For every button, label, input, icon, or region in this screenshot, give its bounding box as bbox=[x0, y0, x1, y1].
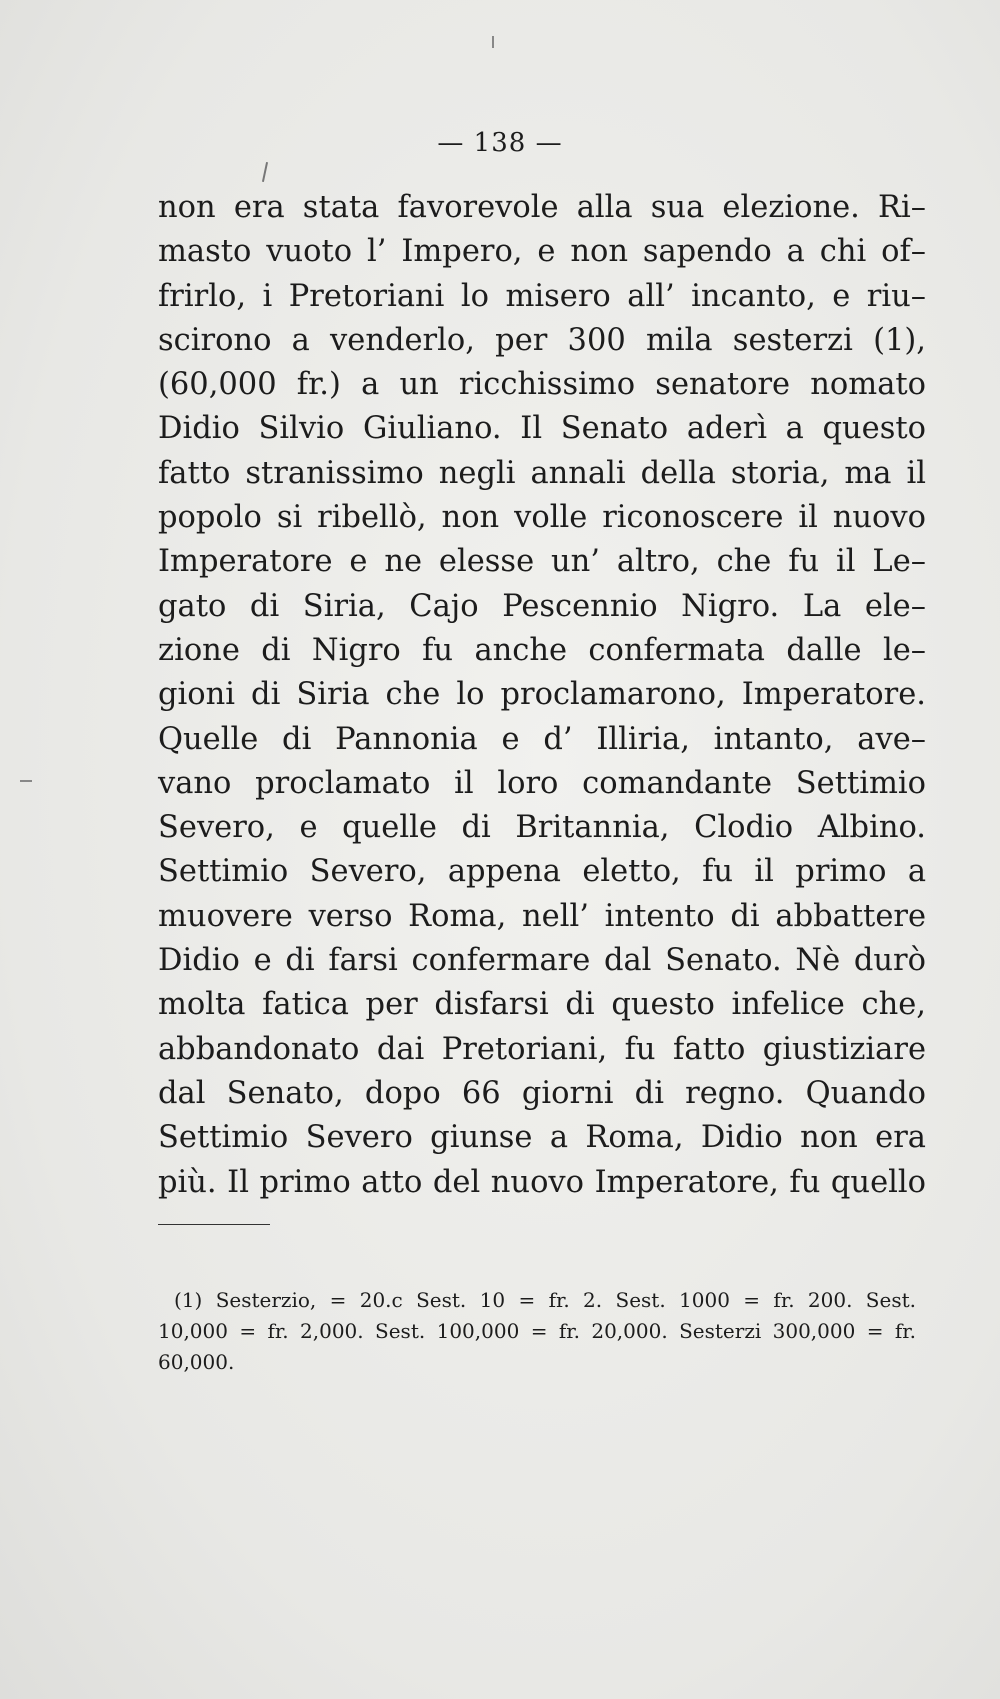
text-line: più. Il primo atto del nuovo Imperatore, fu quello bbox=[158, 1164, 926, 1200]
text-line: gioni di Siria che lo proclamarono, Imperatore. bbox=[158, 677, 926, 713]
text-line: molta fatica per disfarsi di questo infelice che, bbox=[158, 987, 926, 1023]
footnote bbox=[158, 1285, 916, 1378]
text-line: Settimio Severo, appena eletto, fu il primo a bbox=[158, 854, 926, 890]
text-line: Settimio Severo giunse a Roma, Didio non era bbox=[158, 1120, 926, 1156]
page-number: — 138 — bbox=[437, 128, 563, 158]
text-line: Severo, e quelle di Britannia, Clodio Albino. bbox=[158, 810, 926, 846]
text-line: dal Senato, dopo 66 giorni di regno. Quando bbox=[158, 1075, 926, 1111]
footnote-line: 60,000. bbox=[158, 1350, 235, 1374]
text-line: scirono a venderlo, per 300 mila sesterzi (1), bbox=[158, 322, 926, 358]
footnote-line: (1) Sesterzio, = 20.c Sest. 10 = fr. 2. Sest. 1000 = fr. 200. Sest. bbox=[174, 1288, 916, 1312]
text-line: (60,000 fr.) a un ricchissimo senatore nomato bbox=[158, 367, 926, 403]
ink-mark bbox=[262, 162, 268, 182]
text-line: vano proclamato il loro comandante Settimio bbox=[158, 765, 926, 801]
text-line: Didio Silvio Giuliano. Il Senato aderì a questo bbox=[158, 411, 926, 447]
text-line: abbandonato dai Pretoriani, fu fatto giustiziare bbox=[158, 1031, 926, 1067]
text-line: zione di Nigro fu anche confermata dalle le– bbox=[158, 632, 926, 668]
footnote-line: 10,000 = fr. 2,000. Sest. 100,000 = fr. 20,000. Sesterzi 300,000 = fr. bbox=[158, 1319, 916, 1343]
text-line: Imperatore e ne elesse un’ altro, che fu il Le– bbox=[158, 544, 926, 580]
text-line: muovere verso Roma, nell’ intento di abbattere bbox=[158, 898, 926, 934]
text-line: masto vuoto l’ Impero, e non sapendo a chi of– bbox=[158, 234, 926, 270]
text-line: Quelle di Pannonia e d’ Illiria, intanto, ave– bbox=[158, 721, 926, 757]
paper-speck bbox=[492, 36, 494, 48]
body-text bbox=[158, 186, 926, 1205]
margin-mark bbox=[20, 780, 32, 782]
text-line: non era stata favorevole alla sua elezione. Ri– bbox=[158, 190, 926, 225]
footnote-separator bbox=[158, 1224, 270, 1225]
text-line: Didio e di farsi confermare dal Senato. Nè durò bbox=[158, 943, 926, 979]
text-line: popolo si ribellò, non volle riconoscere il nuovo bbox=[158, 500, 926, 536]
text-line: frirlo, i Pretoriani lo misero all’ incanto, e riu– bbox=[158, 278, 926, 314]
text-line: gato di Siria, Cajo Pescennio Nigro. La ele– bbox=[158, 588, 926, 624]
text-line: fatto stranissimo negli annali della storia, ma il bbox=[158, 455, 926, 491]
